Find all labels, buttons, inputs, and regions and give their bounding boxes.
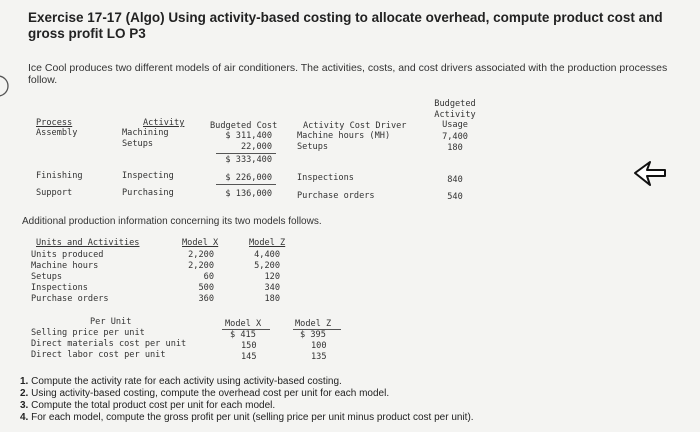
question-1 <box>20 376 342 388</box>
t2-label-setups: Setups <box>31 272 63 282</box>
header-usage-line2: Activity <box>434 109 476 120</box>
question-3-text: Compute the total product cost per unit for each model. <box>31 400 276 411</box>
usage-machine-hours: 7,400 <box>442 132 468 142</box>
cost-setups: 22,000 <box>240 142 272 152</box>
question-4-text: For each model, compute the gross profit per unit (selling price per unit minus product cost per unit). <box>31 412 474 423</box>
cost-inspecting: $ 226,000 <box>225 173 272 183</box>
t3-z-selling-price: $ 395 <box>300 330 326 340</box>
header-process: Process <box>36 118 73 128</box>
nav-circle-icon[interactable] <box>0 74 10 98</box>
driver-setups: Setups <box>297 142 329 152</box>
process-finishing: Finishing <box>36 171 83 181</box>
question-2-number: 2. <box>20 388 29 399</box>
t3-x-direct-labor: 145 <box>241 352 257 362</box>
t2-x-units: 2,200 <box>188 250 214 260</box>
usage-purchase-orders: 540 <box>447 192 463 202</box>
t3-label-selling-price: Selling price per unit <box>31 328 145 338</box>
t3-label-direct-materials: Direct materials cost per unit <box>31 339 187 349</box>
t2-z-machine-hours: 5,200 <box>254 261 280 271</box>
activity-purchasing: Purchasing <box>122 188 174 198</box>
t3-header-label: Per Unit <box>90 317 132 327</box>
t2-x-setups: 60 <box>203 272 214 282</box>
header-driver: Activity Cost Driver <box>303 121 407 131</box>
header-usage-line1: Budgeted <box>434 99 476 109</box>
t2-x-machine-hours: 2,200 <box>188 261 214 271</box>
t2-header-model-z: Model Z <box>249 238 286 248</box>
t2-x-inspections: 500 <box>198 283 214 293</box>
t3-header-model-z: Model Z <box>295 319 332 329</box>
question-2 <box>20 388 389 400</box>
question-3-number: 3. <box>20 400 29 411</box>
header-activity: Activity <box>143 118 185 128</box>
header-budgeted-cost: Budgeted Cost <box>210 121 278 131</box>
driver-purchase-orders: Purchase orders <box>297 191 375 201</box>
t3-header-model-x: Model X <box>225 319 262 329</box>
t2-header-model-x: Model X <box>182 238 219 248</box>
t3-x-direct-materials: 150 <box>241 341 257 351</box>
intro-text: Ice Cool produces two different models of air conditioners. The activities, costs, and cost drivers associated with the production processes follow. <box>28 62 668 86</box>
activity-setups: Setups <box>122 139 154 149</box>
driver-machine-hours: Machine hours (MH) <box>297 131 391 141</box>
cost-assembly-subtotal: $ 333,400 <box>225 155 272 165</box>
question-3 <box>20 400 275 412</box>
t3-x-selling-price: $ 415 <box>230 330 256 340</box>
t2-label-units: Units produced <box>31 250 104 260</box>
cost-purchasing: $ 136,000 <box>225 189 272 199</box>
t2-z-purchase-orders: 180 <box>264 294 280 304</box>
additional-text: Additional production information concerning its two models follows. <box>22 216 322 227</box>
question-2-text: Using activity-based costing, compute the overhead cost per unit for each model. <box>31 388 390 399</box>
process-support: Support <box>36 188 73 198</box>
header-usage-line3: Usage <box>442 120 468 130</box>
t2-z-setups: 120 <box>264 272 280 282</box>
t2-x-purchase-orders: 360 <box>198 294 214 304</box>
usage-inspections: 840 <box>447 175 463 185</box>
t2-z-units: 4,400 <box>254 250 280 260</box>
activity-machining: Machining <box>122 128 169 138</box>
page-title: Exercise 17-17 (Algo) Using activity-based costing to allocate overhead, compute product cost and gross profit LO P3 <box>28 10 663 41</box>
t2-header-label: Units and Activities <box>36 238 140 248</box>
usage-setups: 180 <box>447 143 463 153</box>
t2-label-inspections: Inspections <box>31 283 88 293</box>
activity-inspecting: Inspecting <box>122 171 174 181</box>
question-1-number: 1. <box>20 376 29 387</box>
cost-machining: $ 311,400 <box>225 131 272 141</box>
question-4 <box>20 412 474 424</box>
t2-z-inspections: 340 <box>264 283 280 293</box>
header-usage <box>427 99 483 131</box>
cursor-arrow-icon <box>630 158 670 190</box>
process-assembly: Assembly <box>36 128 78 138</box>
t3-label-direct-labor: Direct labor cost per unit <box>31 350 166 360</box>
t3-z-direct-labor: 135 <box>311 352 327 362</box>
t2-label-purchase-orders: Purchase orders <box>31 294 109 304</box>
t3-z-direct-materials: 100 <box>311 341 327 351</box>
t2-label-machine-hours: Machine hours <box>31 261 99 271</box>
question-1-text: Compute the activity rate for each activity using activity-based costing. <box>31 376 342 387</box>
question-4-number: 4. <box>20 412 29 423</box>
driver-inspections: Inspections <box>297 173 354 183</box>
